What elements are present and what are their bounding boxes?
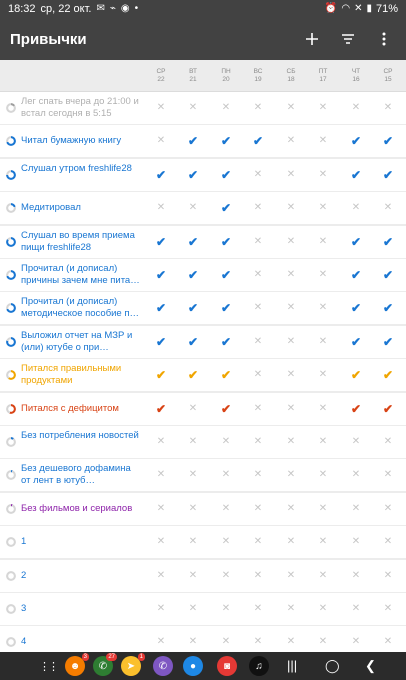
check-icon[interactable]: ✔ <box>155 334 167 349</box>
check-icon[interactable]: ✔ <box>187 301 199 316</box>
navigation-bar <box>0 652 406 680</box>
check-icon[interactable]: ✔ <box>155 268 167 282</box>
check-icon[interactable]: ✔ <box>350 334 362 349</box>
habit-progress-ring <box>6 604 16 614</box>
habit-row[interactable] <box>0 359 406 391</box>
check-icon[interactable]: ✔ <box>155 301 167 316</box>
check-icon[interactable]: ✔ <box>187 334 199 349</box>
day-of-week: СБ <box>286 68 296 75</box>
cross-icon[interactable]: ✕ <box>188 636 198 648</box>
status-date: ср, 22 окт. <box>40 3 92 15</box>
cross-icon[interactable]: ✕ <box>383 502 393 514</box>
cross-icon[interactable]: ✕ <box>286 335 296 347</box>
day-number: 16 <box>352 76 360 83</box>
habit-progress-ring <box>6 337 16 347</box>
cross-icon[interactable]: ✕ <box>253 469 263 481</box>
cross-icon[interactable]: ✕ <box>286 636 296 648</box>
habit-row[interactable] <box>0 192 406 224</box>
cross-icon[interactable]: ✕ <box>188 502 198 514</box>
cross-icon[interactable]: ✕ <box>318 235 328 247</box>
cross-icon[interactable]: ✕ <box>156 202 166 214</box>
cross-icon[interactable]: ✕ <box>383 636 393 648</box>
notification-badge: 27 <box>108 654 115 660</box>
habit-progress-ring <box>6 103 16 113</box>
cross-icon[interactable]: ✕ <box>253 269 263 280</box>
day-of-week: ЧТ <box>351 68 361 75</box>
cross-icon[interactable]: ✕ <box>221 436 231 447</box>
day-number: 20 <box>222 76 230 83</box>
cross-icon[interactable]: ✕ <box>221 569 231 581</box>
cross-icon[interactable]: ✕ <box>188 402 198 414</box>
status-time: 18:32 <box>8 3 36 15</box>
check-icon[interactable]: ✔ <box>220 368 232 383</box>
cross-icon[interactable]: ✕ <box>253 636 263 648</box>
cross-icon[interactable]: ✕ <box>253 569 263 581</box>
home-icon[interactable]: ◯ <box>325 658 340 673</box>
app-bar <box>0 18 406 60</box>
cross-icon[interactable]: ✕ <box>318 302 328 314</box>
habit-name[interactable]: Слушал утром freshlife28 <box>21 162 132 174</box>
day-column-header <box>177 68 209 84</box>
day-of-week: ПТ <box>318 68 328 75</box>
day-column-header <box>340 68 372 84</box>
day-number: 21 <box>189 76 197 83</box>
alarm-icon: ⏰ <box>324 3 338 14</box>
day-of-week: ПН <box>221 68 231 75</box>
habit-row[interactable] <box>0 226 406 258</box>
overflow-menu-icon[interactable] <box>376 29 392 49</box>
notification-badge: 1 <box>139 654 143 660</box>
day-number: 17 <box>319 76 327 83</box>
check-icon[interactable]: ✔ <box>220 167 232 182</box>
cross-icon[interactable]: ✕ <box>221 536 231 548</box>
cross-icon[interactable]: ✕ <box>221 636 231 648</box>
back-icon[interactable]: ❮ <box>365 658 376 673</box>
notification-icon: ✉ <box>96 3 105 14</box>
day-column-header <box>145 68 177 84</box>
check-icon[interactable]: ✔ <box>187 134 199 149</box>
cross-icon[interactable]: ✕ <box>383 102 393 113</box>
cross-icon[interactable]: ✕ <box>253 235 263 247</box>
habit-progress-ring <box>6 370 16 380</box>
add-icon[interactable] <box>304 29 320 49</box>
cross-icon[interactable]: ✕ <box>318 168 328 180</box>
cross-icon[interactable]: ✕ <box>318 469 328 481</box>
cross-icon[interactable]: ✕ <box>156 135 166 147</box>
check-icon[interactable]: ✔ <box>382 334 394 349</box>
habit-progress-ring <box>6 404 16 414</box>
cross-icon[interactable]: ✕ <box>286 369 296 381</box>
habit-row[interactable] <box>0 593 406 625</box>
cross-icon[interactable]: ✕ <box>286 436 296 447</box>
habit-name[interactable]: 2 <box>21 569 27 581</box>
cross-icon[interactable]: ✕ <box>286 502 296 514</box>
cross-icon[interactable]: ✕ <box>253 603 263 614</box>
cross-icon[interactable]: ✕ <box>188 469 198 481</box>
telegram-app-icon[interactable]: ➤ 1 <box>121 656 141 676</box>
day-column-header <box>242 68 274 84</box>
habit-progress-ring <box>6 537 16 547</box>
cross-icon[interactable]: ✕ <box>318 436 328 447</box>
check-icon[interactable]: ✔ <box>187 268 199 282</box>
cross-icon[interactable]: ✕ <box>286 135 296 147</box>
viber-app-icon[interactable]: ✆ <box>153 656 173 676</box>
habit-name[interactable]: Питался с дефицитом <box>21 402 119 414</box>
check-icon[interactable]: ✔ <box>252 134 264 149</box>
habit-row[interactable] <box>0 292 406 324</box>
game-app-icon[interactable]: ☻ 3 <box>65 656 85 676</box>
habit-progress-ring <box>6 270 16 280</box>
day-number: 22 <box>157 76 165 83</box>
cross-icon[interactable]: ✕ <box>318 369 328 381</box>
check-icon[interactable]: ✔ <box>220 268 232 282</box>
check-icon[interactable]: ✔ <box>350 167 362 182</box>
apps-grid-icon[interactable]: ⋮⋮ <box>39 660 57 673</box>
day-column-header <box>275 68 307 84</box>
cross-icon[interactable]: ✕ <box>318 102 328 113</box>
habit-row[interactable] <box>0 393 406 425</box>
cross-icon[interactable]: ✕ <box>253 536 263 548</box>
check-icon[interactable]: ✔ <box>220 134 232 149</box>
check-icon[interactable]: ✔ <box>382 134 394 149</box>
cross-icon[interactable]: ✕ <box>286 402 296 414</box>
habit-row[interactable] <box>0 125 406 157</box>
cross-icon[interactable]: ✕ <box>318 502 328 514</box>
day-column-header <box>307 68 339 84</box>
check-icon[interactable]: ✔ <box>220 301 232 316</box>
cross-icon[interactable]: ✕ <box>188 102 198 113</box>
cross-icon[interactable]: ✕ <box>221 502 231 514</box>
habit-row[interactable] <box>0 92 406 124</box>
habit-name[interactable]: Питался правильными продуктами <box>21 363 122 387</box>
habit-progress-ring <box>6 136 16 146</box>
cross-icon[interactable]: ✕ <box>156 436 166 447</box>
day-number: 19 <box>254 76 262 83</box>
cross-icon[interactable]: ✕ <box>318 335 328 347</box>
habit-name[interactable]: Медитировал <box>21 202 81 214</box>
status-bar <box>0 0 406 18</box>
cross-icon[interactable]: ✕ <box>286 536 296 548</box>
wifi-icon: ◠ <box>341 3 351 14</box>
habit-row[interactable] <box>0 426 406 458</box>
check-icon[interactable]: ✔ <box>382 401 394 416</box>
day-number: 15 <box>384 76 392 83</box>
cross-icon[interactable]: ✕ <box>188 536 198 548</box>
cross-icon[interactable]: ✕ <box>286 603 296 614</box>
habit-row[interactable] <box>0 526 406 558</box>
check-icon[interactable]: ✔ <box>187 234 199 249</box>
habit-row[interactable] <box>0 259 406 291</box>
cross-icon[interactable]: ✕ <box>156 636 166 648</box>
cross-icon[interactable]: ✕ <box>221 102 231 113</box>
check-icon[interactable]: ✔ <box>220 201 232 216</box>
check-icon[interactable]: ✔ <box>220 401 232 416</box>
check-icon[interactable]: ✔ <box>187 368 199 383</box>
microphone-app-icon[interactable]: ● <box>183 656 203 676</box>
cross-icon[interactable]: ✕ <box>383 436 393 447</box>
habit-name[interactable]: Лег спать вчера до 21:00 и встал сегодня в 5:15 <box>21 96 139 119</box>
habit-name[interactable]: Читал бумажную книгу <box>21 135 122 147</box>
check-icon[interactable]: ✔ <box>382 167 394 182</box>
cross-icon[interactable]: ✕ <box>286 235 296 247</box>
habit-name[interactable]: Без потребления новостей <box>21 430 139 441</box>
cross-icon[interactable]: ✕ <box>156 102 166 113</box>
recent-apps-icon[interactable]: ||| <box>287 658 298 673</box>
cross-icon[interactable]: ✕ <box>286 102 296 113</box>
cross-icon[interactable]: ✕ <box>253 369 263 381</box>
habit-progress-ring <box>6 203 16 213</box>
filter-icon[interactable] <box>340 29 356 49</box>
habit-row[interactable] <box>0 560 406 592</box>
cross-icon[interactable]: ✕ <box>221 469 231 481</box>
day-number: 18 <box>287 76 295 83</box>
check-icon[interactable]: ✔ <box>382 268 394 282</box>
check-icon[interactable]: ✔ <box>350 368 362 383</box>
habit-name[interactable]: 4 <box>21 636 27 648</box>
cross-icon[interactable]: ✕ <box>286 302 296 314</box>
habit-row[interactable] <box>0 159 406 191</box>
cross-icon[interactable]: ✕ <box>253 436 263 447</box>
habit-progress-ring <box>6 571 16 581</box>
habit-progress-ring <box>6 470 16 480</box>
habit-name[interactable]: Слушал во время приема пищи freshlife28 <box>21 229 135 253</box>
habit-row[interactable] <box>0 326 406 358</box>
cross-icon[interactable]: ✕ <box>253 102 263 113</box>
cross-icon[interactable]: ✕ <box>351 636 361 648</box>
cross-icon[interactable]: ✕ <box>253 202 263 214</box>
cross-icon[interactable]: ✕ <box>318 269 328 280</box>
cross-icon[interactable]: ✕ <box>286 168 296 180</box>
cross-icon[interactable]: ✕ <box>286 469 296 481</box>
cross-icon[interactable]: ✕ <box>318 603 328 614</box>
day-column-header <box>372 68 404 84</box>
bell-off-icon: ⌁ <box>109 3 116 14</box>
habit-name[interactable]: Без фильмов и сериалов <box>21 502 133 514</box>
cross-icon[interactable]: ✕ <box>351 469 361 481</box>
check-icon[interactable]: ✔ <box>155 167 167 182</box>
cross-icon[interactable]: ✕ <box>383 569 393 581</box>
cross-icon[interactable]: ✕ <box>286 202 296 214</box>
check-icon[interactable]: ✔ <box>350 301 362 316</box>
cross-icon[interactable]: ✕ <box>253 302 263 314</box>
check-icon[interactable]: ✔ <box>350 234 362 249</box>
cross-icon[interactable]: ✕ <box>318 569 328 581</box>
mute-icon: ✕ <box>354 3 363 14</box>
cross-icon[interactable]: ✕ <box>156 569 166 581</box>
day-of-week: ВТ <box>189 68 197 75</box>
cross-icon[interactable]: ✕ <box>383 536 393 548</box>
cross-icon[interactable]: ✕ <box>351 603 361 614</box>
battery-icon: ▮ <box>366 3 372 14</box>
cross-icon[interactable]: ✕ <box>156 502 166 514</box>
day-of-week: СР <box>383 68 393 75</box>
cross-icon[interactable]: ✕ <box>318 135 328 147</box>
cross-icon[interactable]: ✕ <box>351 202 361 214</box>
check-icon[interactable]: ✔ <box>220 334 232 349</box>
cross-icon[interactable]: ✕ <box>286 569 296 581</box>
more-dot-icon: • <box>134 3 139 14</box>
camera-app-icon[interactable]: ◙ <box>217 656 237 676</box>
cross-icon[interactable]: ✕ <box>351 102 361 113</box>
check-icon[interactable]: ✔ <box>350 134 362 149</box>
cross-icon[interactable]: ✕ <box>156 603 166 614</box>
habit-row[interactable] <box>0 493 406 525</box>
habit-progress-ring <box>6 437 16 447</box>
day-column-header <box>210 68 242 84</box>
cross-icon[interactable]: ✕ <box>221 603 231 614</box>
habit-progress-ring <box>6 170 16 180</box>
battery-level: 71% <box>375 3 398 15</box>
habit-progress-ring <box>6 303 16 313</box>
habit-name[interactable]: Без дешевого дофамина от лент в ютуб… <box>21 463 131 487</box>
check-icon[interactable]: ✔ <box>382 301 394 316</box>
habit-progress-ring <box>6 504 16 514</box>
cross-icon[interactable]: ✕ <box>286 269 296 280</box>
cross-icon[interactable]: ✕ <box>351 436 361 447</box>
habit-progress-ring <box>6 637 16 647</box>
cross-icon[interactable]: ✕ <box>383 603 393 614</box>
day-of-week: СР <box>156 68 166 75</box>
habit-name[interactable]: Прочитал (и дописал) причины зачем мне пита… <box>21 263 140 286</box>
check-icon[interactable]: ✔ <box>187 167 199 182</box>
day-of-week: ВС <box>253 68 263 75</box>
check-icon[interactable]: ✔ <box>382 234 394 249</box>
habit-name[interactable]: 1 <box>21 536 27 548</box>
cross-icon[interactable]: ✕ <box>156 469 166 481</box>
day-header <box>0 60 406 92</box>
cross-icon[interactable]: ✕ <box>351 502 361 514</box>
cross-icon[interactable]: ✕ <box>188 202 198 214</box>
habit-name[interactable]: Выложил отчет на МЗР и (или) ютубе о при… <box>21 329 133 353</box>
habit-progress-ring <box>6 237 16 247</box>
habit-name[interactable]: Прочитал (и дописал) методическое пособие п… <box>21 296 140 320</box>
cross-icon[interactable]: ✕ <box>318 202 328 214</box>
cross-icon[interactable]: ✕ <box>188 603 198 614</box>
cross-icon[interactable]: ✕ <box>383 202 393 214</box>
cross-icon[interactable]: ✕ <box>351 569 361 581</box>
cross-icon[interactable]: ✕ <box>188 436 198 447</box>
check-icon[interactable]: ✔ <box>155 368 167 383</box>
cross-icon[interactable]: ✕ <box>351 536 361 548</box>
phone-app-icon[interactable]: ✆ 27 <box>93 656 113 676</box>
page-title: Привычки <box>10 30 87 48</box>
vk-icon: ◉ <box>120 3 130 14</box>
habit-row[interactable] <box>0 459 406 491</box>
cross-icon[interactable]: ✕ <box>318 636 328 648</box>
cross-icon[interactable]: ✕ <box>253 168 263 180</box>
cross-icon[interactable]: ✕ <box>253 335 263 347</box>
cross-icon[interactable]: ✕ <box>188 569 198 581</box>
check-icon[interactable]: ✔ <box>155 234 167 249</box>
check-icon[interactable]: ✔ <box>350 268 362 282</box>
cross-icon[interactable]: ✕ <box>318 402 328 414</box>
cross-icon[interactable]: ✕ <box>253 402 263 414</box>
cross-icon[interactable]: ✕ <box>156 536 166 548</box>
cross-icon[interactable]: ✕ <box>318 536 328 548</box>
check-icon[interactable]: ✔ <box>350 401 362 416</box>
check-icon[interactable]: ✔ <box>382 368 394 383</box>
check-icon[interactable]: ✔ <box>220 234 232 249</box>
cross-icon[interactable]: ✕ <box>253 502 263 514</box>
habit-name[interactable]: 3 <box>21 603 27 614</box>
cross-icon[interactable]: ✕ <box>383 469 393 481</box>
check-icon[interactable]: ✔ <box>155 401 167 416</box>
notification-badge: 3 <box>83 654 87 660</box>
music-app-icon[interactable]: ♫ <box>249 656 269 676</box>
